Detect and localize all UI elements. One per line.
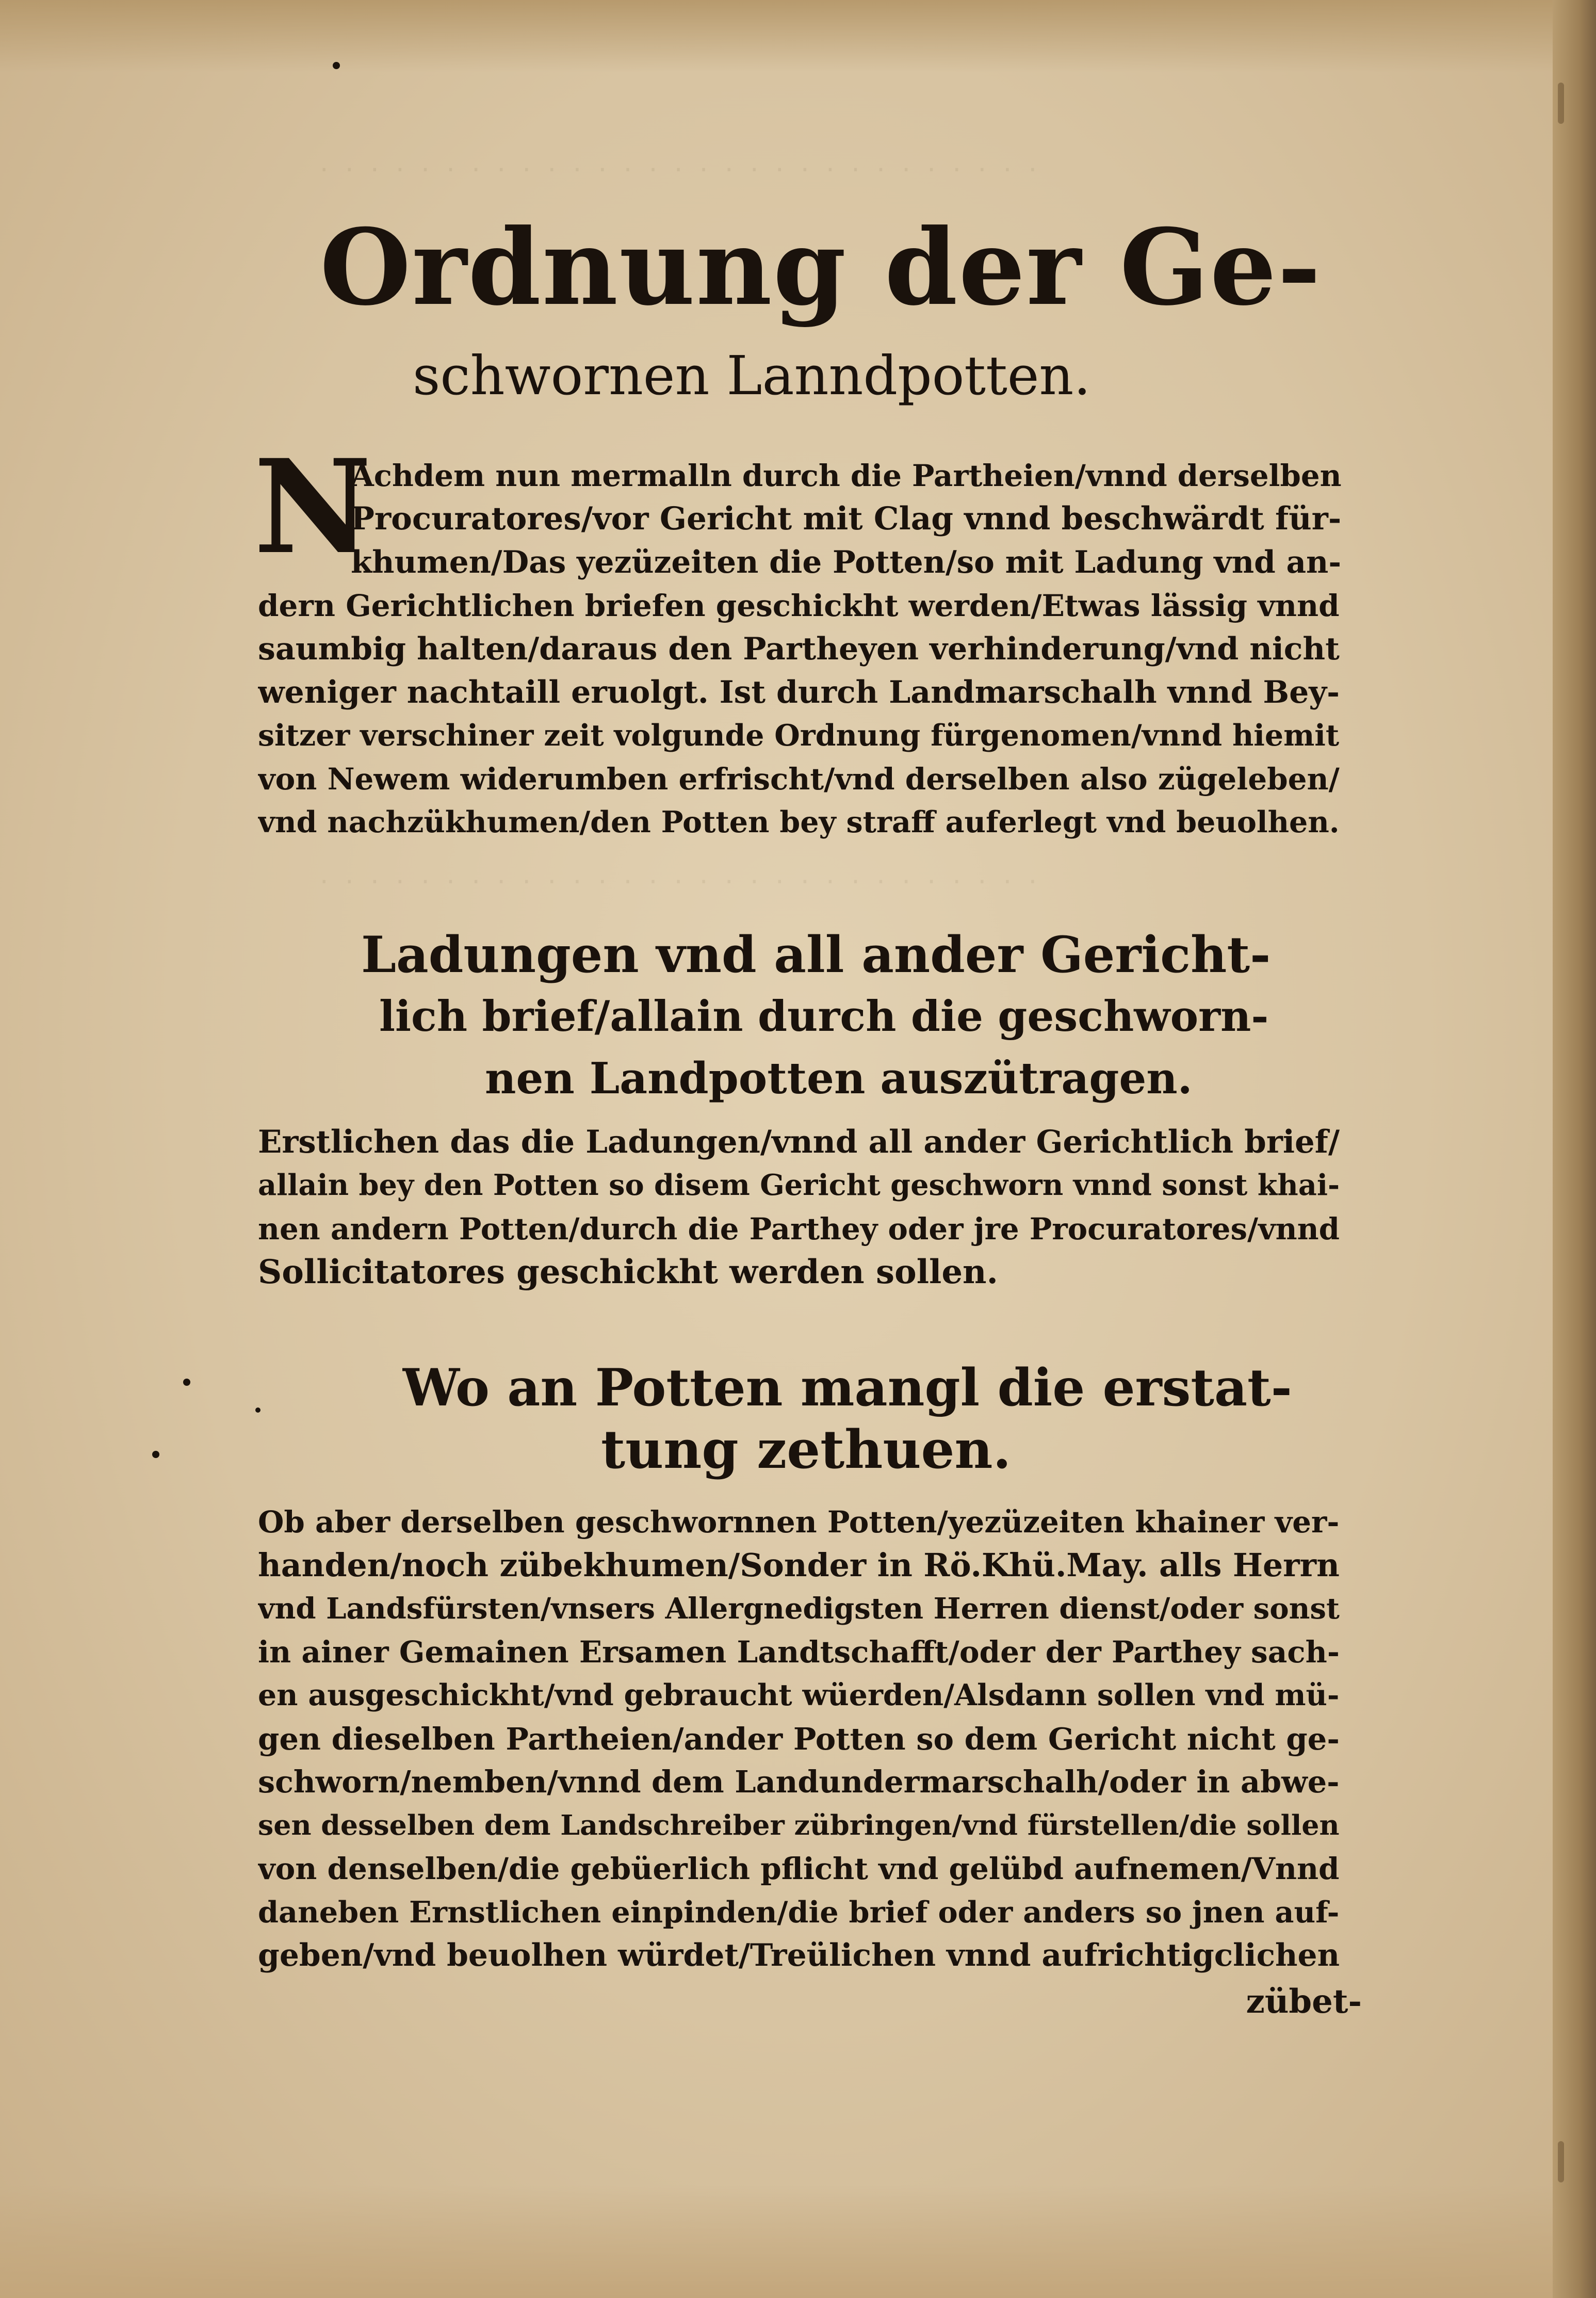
text-line: vnd Landsfürsten/vnsers Allergnedigsten Herren dienst/oder sonst <box>258 1592 1340 1626</box>
text-line: in ainer Gemainen Ersamen Landtschafft/oder der Parthey sach- <box>258 1635 1340 1670</box>
section-heading: lich brief/allain durch die geschworn- <box>379 992 1269 1041</box>
bottom-edge-stain <box>0 2184 1596 2298</box>
text-line: daneben Ernstlichen einpinden/die brief oder anders so jnen auf- <box>258 1895 1340 1930</box>
page-subtitle: schwornen Lanndpotten. <box>413 344 1091 407</box>
text-line: geben/vnd beuolhen würdet/Treülichen vnnd aufrichtigclichen <box>258 1937 1340 1973</box>
binding-mark <box>1558 83 1564 124</box>
text-line: von Newem widerumben erfrischt/vnd derselben also zügeleben/ <box>258 762 1340 797</box>
bleed-through-text: · · · · · · · · · · · · · · · · · · · · · · · · · · · · · <box>320 867 1041 898</box>
ink-speck <box>152 1451 159 1458</box>
binding-gutter <box>1553 0 1596 2298</box>
text-line: Ob aber derselben geschwornnen Potten/yezüzeiten khainer ver- <box>258 1504 1340 1540</box>
text-line: en ausgeschickht/vnd gebraucht wüerden/Alsdann sollen vnd mü- <box>258 1678 1340 1712</box>
text-line: khumen/Das yezüzeiten die Potten/so mit Ladung vnd an- <box>351 544 1342 580</box>
text-line: saumbig halten/daraus den Partheyen verhinderung/vnd nicht <box>258 631 1340 667</box>
text-line: sitzer verschiner zeit volgunde Ordnung fürgenomen/vnnd hiemit <box>258 719 1340 753</box>
text-line: sen desselben dem Landschreiber zübringen/vnd fürstellen/die sollen <box>258 1809 1340 1841</box>
catchword: zübet- <box>1246 1982 1362 2021</box>
section-heading: nen Landpotten auszütragen. <box>485 1053 1193 1104</box>
bleed-through-text: · · · · · · · · · · · · · · · · · · · · · · · · · · · · · <box>320 155 1041 186</box>
text-line: Procuratores/vor Gericht mit Clag vnnd beschwärdt für- <box>351 500 1342 537</box>
text-line: Sollicitatores geschickht werden sollen. <box>258 1253 998 1291</box>
drop-cap: N <box>254 431 372 582</box>
text-line: allain bey den Potten so disem Gericht geschworn vnnd sonst khai- <box>258 1169 1340 1202</box>
section-heading: tung zethuen. <box>601 1419 1012 1481</box>
text-line: nen andern Potten/durch die Parthey oder jre Procuratores/vnnd <box>258 1211 1340 1247</box>
binding-mark <box>1558 2141 1564 2182</box>
ink-speck <box>255 1407 260 1413</box>
section-heading: Ladungen vnd all ander Gericht- <box>361 925 1271 984</box>
text-line: Achdem nun mermalln durch die Partheien/vnnd derselben <box>351 458 1342 493</box>
text-line: vnd nachzükhumen/den Potten bey straff auferlegt vnd beuolhen. <box>258 805 1340 839</box>
text-line: handen/noch zübekhumen/Sonder in Rö.Khü.May. alls Herrn <box>258 1546 1340 1584</box>
text-line: weniger nachtaill eruolgt. Ist durch Landmarschalh vnnd Bey- <box>258 674 1340 710</box>
ink-speck <box>183 1379 190 1386</box>
text-line: gen dieselben Partheien/ander Potten so dem Gericht nicht ge- <box>258 1721 1340 1757</box>
section-heading: Wo an Potten mangl die erstat- <box>402 1358 1292 1418</box>
page-title: Ordnung der Ge- <box>320 206 1322 329</box>
text-line: dern Gerichtlichen briefen geschickht werden/Etwas lässig vnnd <box>258 588 1340 623</box>
top-edge-stain <box>0 0 1596 72</box>
ink-speck <box>333 62 340 69</box>
text-line: Erstlichen das die Ladungen/vnnd all ander Gerichtlich brief/ <box>258 1124 1340 1160</box>
text-line: von denselben/die gebüerlich pflicht vnd gelübd aufnemen/Vnnd <box>258 1851 1340 1886</box>
text-line: schworn/nemben/vnnd dem Landundermarschalh/oder in abwe- <box>258 1764 1340 1800</box>
